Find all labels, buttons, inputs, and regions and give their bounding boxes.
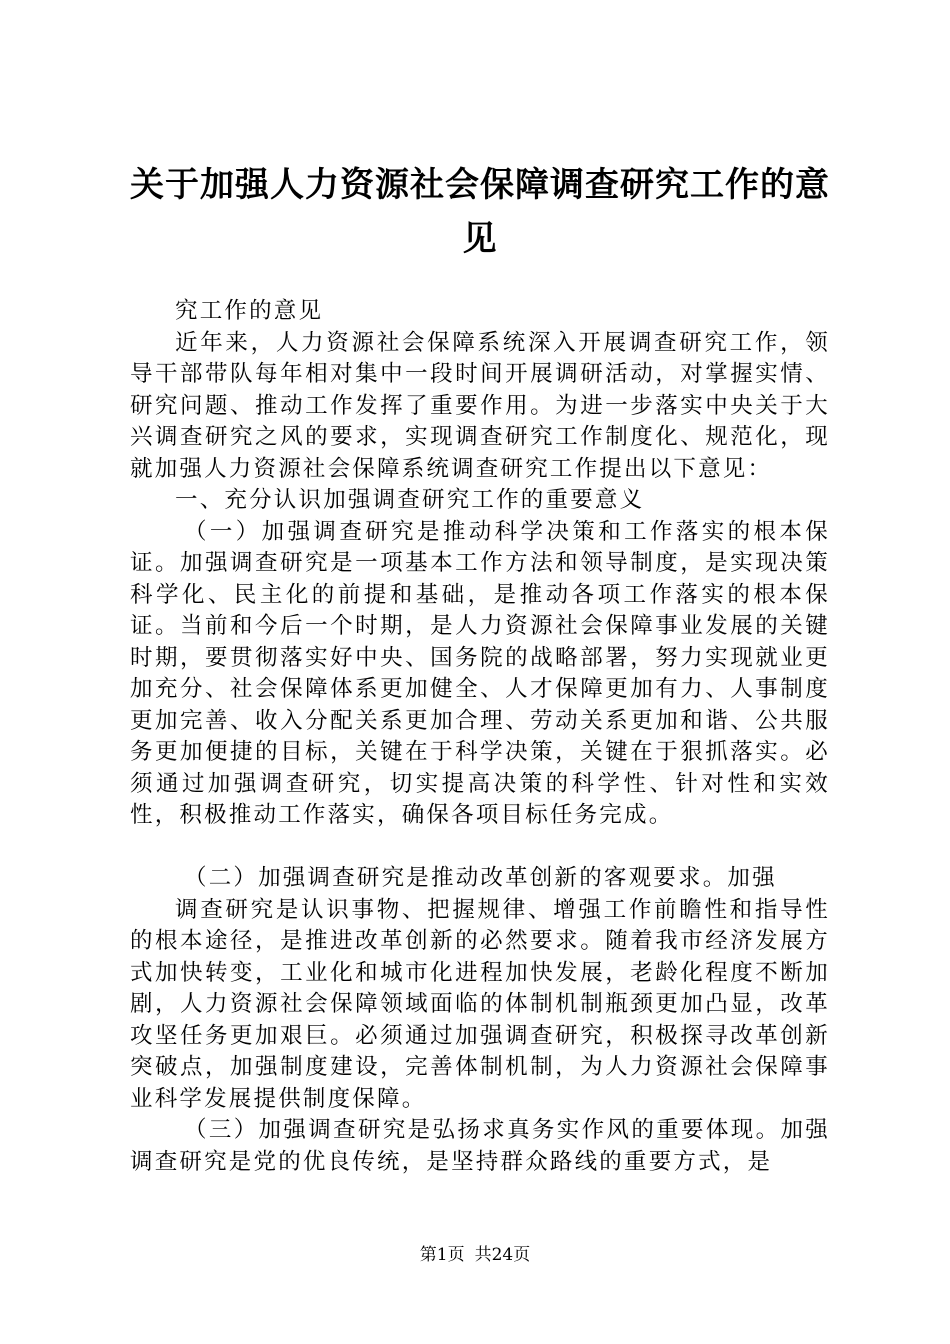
paragraph-subtitle: 究工作的意见 xyxy=(175,298,324,324)
paragraph-item-1: （一）加强调查研究是推动科学决策和工作落实的根本保证。加强调查研究是一项基本工作方法和领导制度，是实现决策科学化、民主化的前提和基础，是推动各项工作落实的根本保证。当前和今后一个时期，是人力资源社会保障事业发展的关键时期，要贯彻落实好中央、国务院的战略部署，努力实现就业更加充分、社会保障体系更加健全、人才保障更加有力、人事制度更加完善、收入分配关系更加合理、劳动关系更加和谐、公共服务更加便捷的目标，关键在于科学决策，关键在于狠抓落实。必须通过加强调查研究，切实提高决策的科学性、针对性和实效性，积极推动工作落实，确保各项目标任务完成。 xyxy=(130,518,830,828)
page-number-current: 第1页 xyxy=(419,1245,465,1265)
paragraph-item-3: （三）加强调查研究是弘扬求真务实作风的重要体现。加强调查研究是党的优良传统，是坚持群众路线的重要方式，是 xyxy=(130,1117,830,1175)
page-number-total: 共24页 xyxy=(474,1245,531,1265)
document-title: 关于加强人力资源社会保障调查研究工作的意见 xyxy=(130,165,830,259)
document-body xyxy=(130,296,830,1178)
paragraph-item-2: （二）加强调查研究是推动改革创新的客观要求。加强 xyxy=(184,865,777,891)
paragraph-intro: 近年来，人力资源社会保障系统深入开展调查研究工作，领导干部带队每年相对集中一段时间开展调研活动，对掌握实情、研究问题、推动工作发挥了重要作用。为进一步落实中央关于大兴调查研究之风的要求，实现调查研究工作制度化、规范化，现就加强人力资源社会保障系统调查研究工作提出以下意见： xyxy=(130,329,830,482)
paragraph-item-2-body: 调查研究是认识事物、把握规律、增强工作前瞻性和指导性的根本途径，是推进改革创新的必然要求。随着我市经济发展方式加快转变，工业化和城市化进程加快发展，老龄化程度不断加剧，人力资源社会保障领域面临的体制机制瓶颈更加凸显，改革攻坚任务更加艰巨。必须通过加强调查研究，积极探寻改革创新突破点，加强制度建设，完善体制机制，为人力资源社会保障事业科学发展提供制度保障。 xyxy=(130,896,830,1112)
section-heading-1: 一、充分认识加强调查研究工作的重要意义 xyxy=(175,487,645,513)
page-footer xyxy=(0,1243,950,1267)
